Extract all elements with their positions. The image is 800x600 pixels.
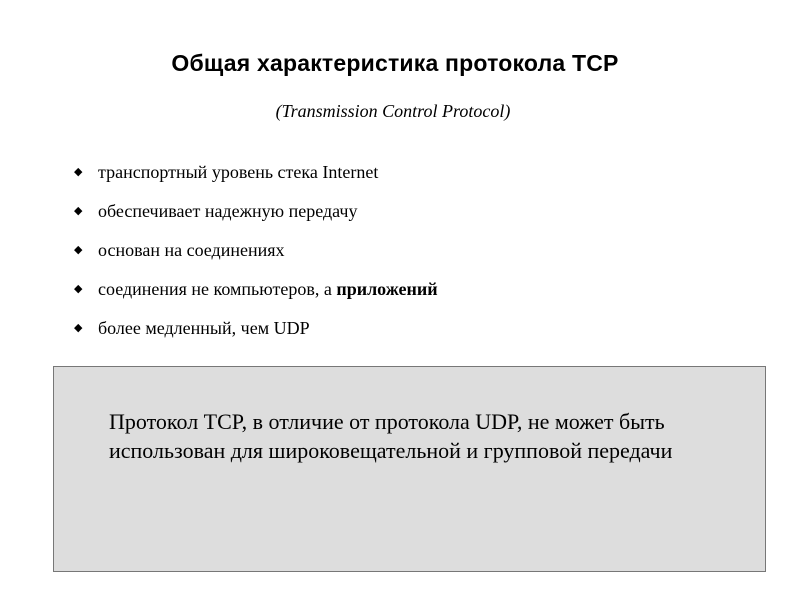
bullet-text: основан на соединениях — [98, 240, 285, 260]
bullet-text: обеспечивает надежную передачу — [98, 201, 358, 221]
diamond-bullet-icon: ◆ — [74, 244, 83, 256]
bullet-item — [74, 231, 438, 270]
slide-subtitle: (Transmission Control Protocol) — [275, 101, 511, 121]
diamond-bullet-icon: ◆ — [74, 283, 83, 295]
note-box — [53, 366, 766, 572]
note-text: Протокол TCP, в отличие от протокола UDP, не может быть использован для широковещательной и групповой передачи — [109, 409, 673, 463]
bullet-item — [74, 153, 438, 192]
bullet-text — [98, 279, 438, 300]
bullet-text-bold: приложений — [336, 279, 438, 299]
bullet-item — [74, 309, 438, 348]
diamond-bullet-icon: ◆ — [74, 166, 83, 178]
bullet-text: транспортный уровень стека Internet — [98, 162, 379, 182]
diamond-bullet-icon: ◆ — [74, 322, 83, 334]
bullet-text: более медленный, чем UDP — [98, 318, 310, 338]
diamond-bullet-icon: ◆ — [74, 205, 83, 217]
bullet-text-plain: соединения не компьютеров, а — [98, 279, 337, 299]
bullet-item — [74, 192, 438, 231]
bullet-list — [74, 153, 438, 348]
bullet-item — [74, 270, 438, 309]
slide-title: Общая характеристика протокола TCP — [171, 50, 619, 76]
